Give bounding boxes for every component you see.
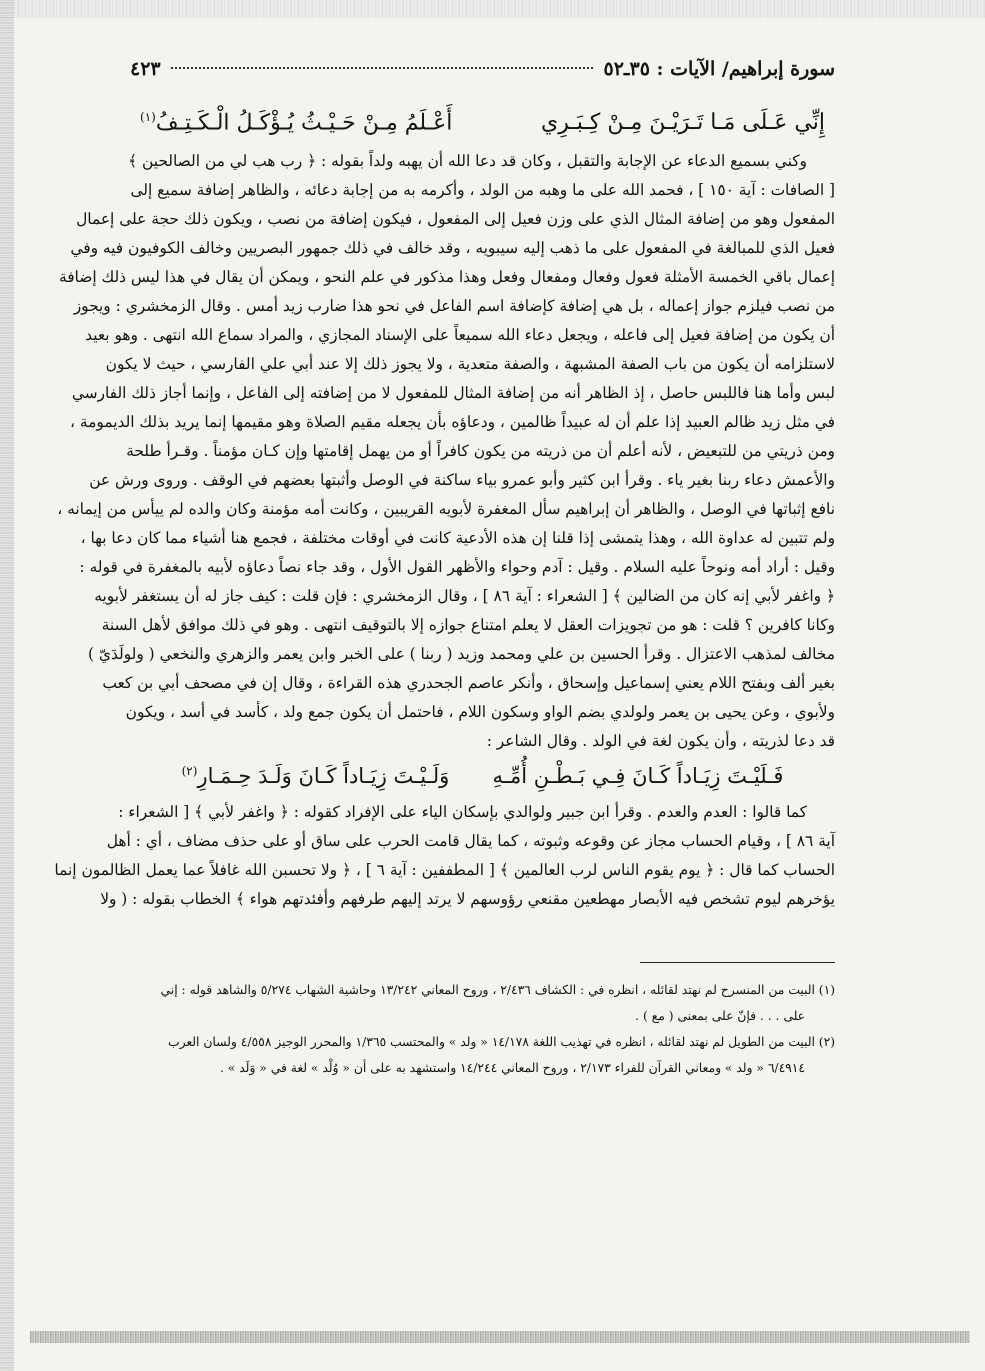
verse-1-left-text: أَعْـلَمُ مِـنْ حَـيْـثُ يُـؤْكَـلُ الْـكَـتِـفُ xyxy=(155,110,453,136)
body-line: يؤخرهم ليوم تشخص فيه الأبصار مهطعين مقنعي رؤوسهم لا يرتد إليهم طرفهم وأفئدتهم هواء ﴾ الخطاب بقوله : ( ولا xyxy=(100,890,835,909)
body-line: [ الصافات : آية ١٥٠ ] ، فحمد الله على ما وهبه من الولد ، وأكرمه به من إجابة دعائه ، والظاهر إضافة سميع إلى xyxy=(130,181,835,200)
body-line: نافع إثباتها في الوصل ، والظاهر أن إبراهيم سأل المغفرة لأبويه القريبين ، وكانت أمه مؤمنة وكان والده لم ييأس من إيمانه ، xyxy=(57,500,835,519)
scan-edge-bottom xyxy=(30,1331,970,1343)
body-line: آية ٨٦ ] ، وقيام الحساب مجاز عن وقوعه وثبوته ، كما يقال قامت الحرب على ساق أو على حذف مضاف ، أي : أهل xyxy=(106,832,835,851)
verse-2-left-text: وَلَـيْـتَ زِيَـاداً كَـانَ وَلَـدَ حِـمَـارِ xyxy=(197,764,450,789)
footnote-2: (٢) البيت من الطويل لم نهتد لقائله ، انظره في تهذيب اللغة ١٤/١٧٨ « ولد » والمحتسب ١/٣٦٥ والمحرر الوجيز ٤/٥٥٨ ولسان العرب xyxy=(168,1035,835,1050)
footnote-ref-1: (١) xyxy=(140,110,156,124)
body-line: من نصب فيلزم جواز إعماله ، بل هي إضافة كإضافة اسم الفاعل في نحو هذا ضارب زيد أمس . وقال الزمخشري : ويجوز xyxy=(73,297,835,316)
scan-edge-top xyxy=(0,0,985,18)
body-line: بغير ألف وبفتح اللام يعني إسماعيل وإسحاق ، وأنكر عاصم الجحدري هذه القراءة ، وقال إن في مصحف أبي بن كعب xyxy=(102,674,835,693)
poem-verse-2 xyxy=(160,764,805,788)
footnote-1: (١) البيت من المنسرح لم نهتد لقائله ، انظره في : الكشاف ٢/٤٣٦ ، وروح المعاني ١٣/٢٤٢ وحاشية الشهاب ٥/٢٧٤ والشاهد قوله : إني xyxy=(160,983,835,998)
footnote-1-continued: على . . . فإنّ على بمعنى ( مع ) . xyxy=(635,1009,805,1024)
page-number: ٤٢٣ xyxy=(130,58,161,80)
body-line: أن يكون من إضافة فعيل إلى فاعله ، ويجعل دعاء الله سميعاً على الإسناد المجازي ، والمراد سماع الله انتهى . وهو بعيد xyxy=(85,326,835,345)
verse-1-right-hemistich: إِنِّي عَـلَى مَـا تَـرَيْـنَ مِـنْ كِـبَـرِي xyxy=(540,110,825,136)
body-line: إعمال باقي الخمسة الأمثلة فعول وفعال ومفعال وفعل وهذا مذكور في علم النحو ، ويمكن أن يقال في هذا ليس ذلك إضافة xyxy=(58,268,835,287)
body-line: وكانا كافرين ؟ قلت : هو من تجويزات العقل لا يعلم امتناع جوازه إلا بالتوقيف انتهى . وهو في ذلك موافق لأهل السنة xyxy=(101,616,835,635)
body-line: المفعول وهو من إضافة المثال الذي على وزن فعيل إلى المفعول ، فيكون إضافة من نصب ، ويكون ذلك حجة على إعمال xyxy=(76,210,835,229)
verse-2-right-hemistich: فَـلَيْـتَ زِيَـاداً كَـانَ فِـي بَـطْـنِ أُمِّـهِ xyxy=(492,764,784,789)
body-text-continued xyxy=(54,798,835,914)
body-line: كما قالوا : العدم والعدم . وقرأ ابن جبير ولوالدي بإسكان الياء على الإفراد كقوله : ﴿ واغفر لأبي ﴾ [ الشعراء : xyxy=(118,803,807,822)
footnotes xyxy=(130,977,835,1081)
body-line: ومن ذريتي من للتبعيض ، لأنه أعلم أن من ذريته من يكون كافراً أو من يهمل إقامتها وإن كـان مؤمناً . وقـرأ طلحة xyxy=(126,442,835,461)
body-line: وكني بسميع الدعاء عن الإجابة والتقبل ، وكان قد دعا الله أن يهبه ولداً بقوله : ﴿ رب هب لي من الصالحين ﴾ xyxy=(128,152,807,171)
body-text xyxy=(57,147,835,756)
footnote-ref-2: (٢) xyxy=(181,764,198,779)
page xyxy=(54,58,835,1081)
body-line: ولأبوي ، وعن يحيى بن يعمر ولولدي بضم الواو وسكون اللام ، فاحتمل أن يكون جمع ولد ، كأسد في أسد ، ويكون xyxy=(125,703,835,722)
body-line: ولم تتبين له عداوة الله ، وهذا يتمشى إذا قلنا إن هذه الأدعية كانت في أوقات مختلفة ، فجمع هنا أشياء مما كان دعا بها ، xyxy=(80,529,835,548)
body-line: في مثل زيد ظالم العبيد إذا علم أن له عبيداً ظالمين ، ودعاؤه بأن يجعله مقيم الصلاة وهو مقيمها إنما يريد بذلك الديمومة ، xyxy=(70,413,835,432)
body-line: مخالف لمذهب الاعتزال . وقرأ الحسين بن علي ومحمد وزيد ( ربنا ) على الخبر وابن يعمر والزهري والنخعي ( ولولَدَيّ ) xyxy=(88,645,835,664)
footnote-separator xyxy=(640,962,835,963)
body-line: قد دعا لذريته ، وأن يكون لغة في الولد . وقال الشاعر : xyxy=(486,732,835,751)
header-dot-leader xyxy=(171,67,594,69)
footnote-2-continued: ٦/٤٩١٤ « ولد » ومعاني القرآن للفراء ٢/١٧٣ ، وروح المعاني ١٤/٢٤٤ واستشهد به على أن « وُلْد » لغة في « وَلَد » . xyxy=(219,1061,805,1076)
body-line: الحساب كما قال : ﴿ يوم يقوم الناس لرب العالمين ﴾ [ المطففين : آية ٦ ] ، ﴿ ولا تحسبن الله غافلاً عما يعمل الظالمون إنما xyxy=(54,861,835,880)
body-line: لبس وأما هنا فاللبس حاصل ، إذ الظاهر أنه من إضافة المثال للمفعول لا من إضافته إلى الفاعل ، وإنما أجاز ذلك الفارسي xyxy=(71,384,835,403)
body-line: والأعمش دعاء ربنا بغير ياء . وقرأ ابن كثير وأبو عمرو بياء ساكنة في الوصل وأثبتها بعضهم في الوقف . وروى ورش عن xyxy=(89,471,835,490)
body-line: وقيل : أراد أمه ونوحاً عليه السلام . وقيل : آدم وحواء والأظهر القول الأول ، وقد جاء نصاً دعاؤه لأبيه بالمغفرة في قوله : xyxy=(79,558,835,577)
verse-1-left-hemistich xyxy=(140,110,452,135)
poem-verse-1 xyxy=(140,110,825,135)
scan-edge-left xyxy=(0,0,14,1371)
body-line: لاستلزامه أن يكون من باب الصفة المشبهة ، والصفة متعدية ، ولا يجوز ذلك إلا عند أبي علي الفارسي ، حيث لا يكون xyxy=(105,355,835,374)
body-line: ﴿ واغفر لأبي إنه كان من الضالين ﴾ [ الشعراء : آية ٨٦ ] ، وقال الزمخشري : فإن قلت : كيف جاز له أن يستغفر لأبويه xyxy=(94,587,835,606)
verse-2-left-hemistich xyxy=(182,764,450,788)
header-title: سورة إبراهيم/ الآيات : ٣٥ـ٥٢ xyxy=(603,58,835,80)
body-line: فعيل الذي للمبالغة في المفعول على ما ذهب إليه سيبويه ، وقد خالف في ذلك جمهور البصريين وخالف الكوفيون فيه وفي xyxy=(70,239,835,258)
running-header xyxy=(130,58,835,88)
